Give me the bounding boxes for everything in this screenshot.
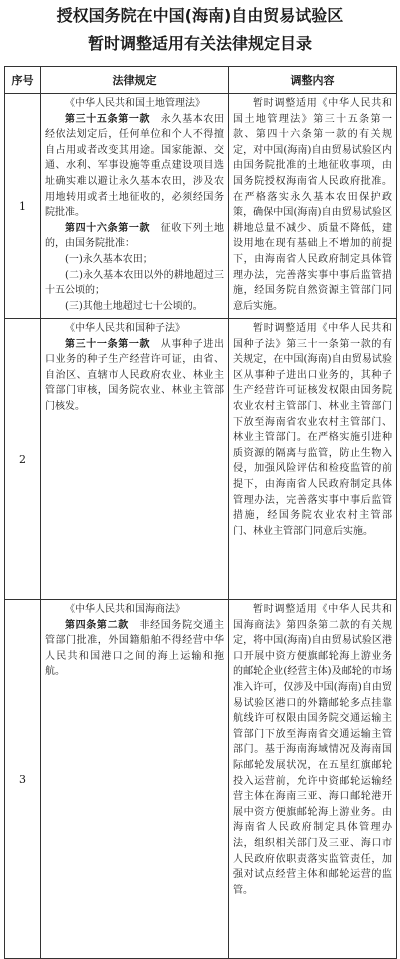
law-paragraph: 第四十六条第一款 征收下列土地的，由国务院批准： bbox=[45, 222, 225, 250]
row-number: 2 bbox=[5, 319, 41, 600]
law-provision-cell bbox=[41, 94, 229, 319]
adjustment-text: 暂时调整适用《中华人民共和国种子法》第三十一条第一款的有关规定，在中国(海南)自由贸易试验区从事种子进出口业务的，其种子生产经营许可证核发权限由国务院农业农村主管部门、林业主管部门下放至海南省农业农村主管部门、林业主管部门。在严格实施引进种质资源的隔离与监管，防止生物入侵，加强风险评估和检疫监管的前提下，由海南省人民政府制定具体管理办法，完善落实事中事后监管措施，经国务院农业农村主管部门、林业主管部门同意后实施。 bbox=[233, 323, 392, 537]
law-paragraph: 《中华人民共和国海商法》 bbox=[65, 604, 185, 615]
law-paragraph: (一)永久基本农田； bbox=[65, 253, 153, 265]
header-number: 序号 bbox=[5, 67, 41, 94]
adjustment-cell bbox=[229, 319, 397, 600]
article-label: 第四十六条第一款 bbox=[65, 222, 151, 234]
adjustment-text: 暂时调整适用《中华人民共和国土地管理法》第三十五条第一款、第四十六条第一款的有关规定，对中国(海南)自由贸易试验区内由国务院批准的土地征收事项，由国务院授权海南省人民政府批准。在严格落实永久基本农田保护政策，确保中国(海南)自由贸易试验区耕地总量不减少、质量不降低，建设用地在现有基础上不增加的前提下，由海南省人民政府制定具体管理办法，完善落实事中事后监管措施，经国务院自然资源主管部门同意后实施。 bbox=[233, 98, 392, 312]
law-paragraph: 《中华人民共和国土地管理法》 bbox=[65, 98, 205, 109]
row-number: 3 bbox=[5, 600, 41, 959]
law-paragraph: 《中华人民共和国种子法》 bbox=[65, 323, 185, 334]
table-row bbox=[5, 94, 397, 319]
row-number: 1 bbox=[5, 94, 41, 319]
adjustment-cell bbox=[229, 600, 397, 959]
table-row bbox=[5, 319, 397, 600]
article-label: 第四条第二款 bbox=[65, 619, 129, 631]
header-law: 法律规定 bbox=[41, 67, 229, 94]
document-title-line2: 暂时调整适用有关法律规定目录 bbox=[87, 34, 312, 53]
law-provision-cell bbox=[41, 600, 229, 959]
table-row bbox=[5, 600, 397, 959]
table-header-row bbox=[5, 67, 397, 94]
law-adjustment-table bbox=[4, 66, 397, 959]
header-adjustment: 调整内容 bbox=[229, 67, 397, 94]
article-label: 第三十五条第一款 bbox=[65, 113, 151, 125]
article-label: 第三十一条第一款 bbox=[65, 338, 151, 350]
law-paragraph: (三)其他土地超过七十公顷的。 bbox=[65, 300, 203, 312]
adjustment-cell bbox=[229, 94, 397, 319]
adjustment-text: 暂时调整适用《中华人民共和国海商法》第四条第二款的有关规定，将中国(海南)自由贸易试验区港口开展中资方便旗邮轮海上游业务的邮轮企业(经营主体)及邮轮的市场准入许可，仅涉及中国(海南)自由贸易试验区港口的外籍邮轮多点挂靠航线许可权限由国务院交通运输主管部门下放至海南省交通运输主管部门。基于海南海域情况及海南国际邮轮发展状况，在五星红旗邮轮投入运营前，允许中资邮轮运输经营主体在海南三亚、海口邮轮港开展中资方便旗邮轮海上游业务。由海南省人民政府制定具体管理办法，组织相关部门及三亚、海口市人民政府依职责落实监管责任，加强对试点经营主体和邮轮运营的监管。 bbox=[233, 604, 392, 896]
law-paragraph: (二)永久基本农田以外的耕地超过三十五公顷的； bbox=[45, 269, 224, 297]
law-paragraph: 第三十一条第一款 从事种子进出口业务的种子生产经营许可证，由省、自治区、直辖市人民政府农业、林业主管部门审核，国务院农业、林业主管部门核发。 bbox=[45, 338, 225, 412]
document-title-line1: 授权国务院在中国(海南)自由贸易试验区 bbox=[56, 6, 344, 25]
law-paragraph: 第三十五条第一款 永久基本农田经依法划定后，任何单位和个人不得擅自占用或者改变其用途。国家能源、交通、水利、军事设施等重点建设项目选址确实难以避让永久基本农田，涉及农用地转用或者土地征收的，必须经国务院批准。 bbox=[45, 113, 225, 219]
law-provision-cell bbox=[41, 319, 229, 600]
law-paragraph: 第四条第二款 非经国务院交通主管部门批准，外国籍船舶不得经营中华人民共和国港口之间的海上运输和拖航。 bbox=[45, 619, 225, 678]
